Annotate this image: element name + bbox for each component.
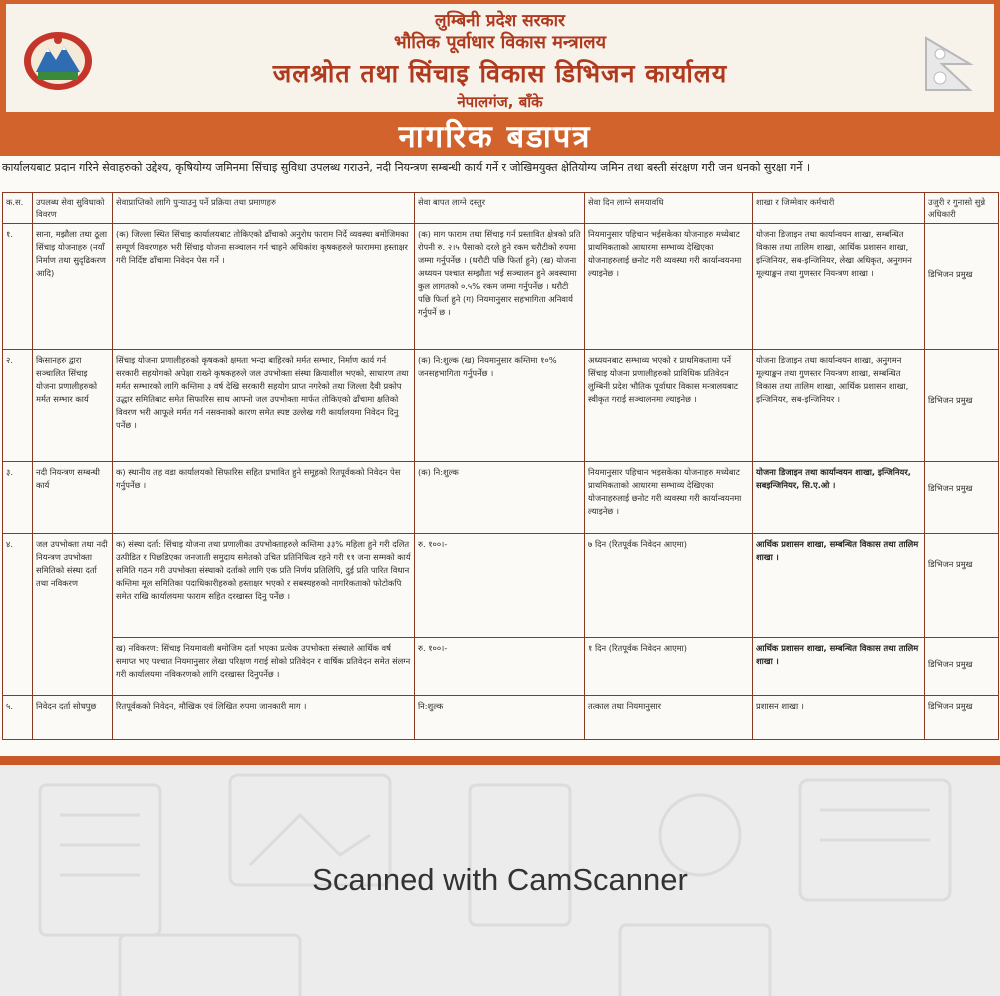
col-time: सेवा दिन लाग्ने समयावधि [585, 193, 753, 224]
row-complaint: डिभिजन प्रमुख [925, 462, 999, 534]
row-sub-complaint: डिभिजन प्रमुख [925, 638, 999, 696]
row-time: तत्काल तथा नियमानुसार [585, 696, 753, 740]
row-sub-fee: रु. १००।- [415, 638, 585, 696]
row-officer: प्रशासन शाखा । [753, 696, 925, 740]
col-process: सेवाप्राप्तिको लागि पुऱ्याउनु पर्ने प्रक्रिया तथा प्रमाणहरु [113, 193, 415, 224]
row-time: ७ दिन (रितपूर्वक निवेदन आएमा) [585, 534, 753, 638]
header-line-2: भौतिक पूर्वाधार विकास मन्त्रालय [393, 32, 607, 53]
intro-statement: कार्यालयबाट प्रदान गरिने सेवाहरुको उद्देश्य, कृषियोग्य जमिनमा सिंचाइ सुविधा उपलब्ध गराउने, नदी नियन्त्रण सम्बन्धी कार्य गर्ने र जोखिमयुक्त क्षेतियोग्य जमिन तथा बस्ती संरक्षण गरी जन धनको सुरक्षा गर्ने । [2, 161, 811, 174]
charter-sheet [0, 156, 1000, 756]
row-sn: ५. [3, 696, 33, 740]
row-sn: ४. [3, 534, 33, 696]
row-time: नियमानुसार पहिचान भइसकेका योजनाहरु मध्येबाट प्राथमिकताको आधारमा सम्भाव्य देखिएका योजनाहरुलाई छनोट गरी व्यवस्था गरी कार्यान्वयनमा ल्याइनेछ । [585, 462, 753, 534]
row-process: रितपूर्वकको निवेदन, मौखिक एवं लिखित रुपमा जानकारी माग । [113, 696, 415, 740]
table-row [3, 534, 999, 638]
row-complaint: डिभिजन प्रमुख [925, 350, 999, 462]
board-bottom-edge [0, 756, 1000, 765]
table-row [3, 696, 999, 740]
camscanner-watermark: Scanned with CamScanner [312, 862, 688, 897]
col-fee: सेवा बापत लाग्ने दस्तुर [415, 193, 585, 224]
row-service: जल उपभोक्ता तथा नदी नियन्त्रण उपभोक्ता समितिको संस्था दर्ता तथा नविकरण [33, 534, 113, 696]
row-officer: आर्थिक प्रशासन शाखा, सम्बन्धित विकास तथा तालिम शाखा । [753, 534, 925, 638]
row-officer: योजना डिजाइन तथा कार्यान्वयन शाखा, इन्जिनियर, सबइन्जिनियर, सि.ए.ओ । [753, 462, 925, 534]
row-time: नियमानुसार पहिचान भईसकेका योजनाहरु मध्येबाट प्राथमिकताको आधारमा सम्भाव्य देखिएका योजनाहरुलाई छनोट गरी व्यवस्था गरी कार्यान्वयनमा ल्याइनेछ । [585, 224, 753, 350]
row-service: नदी नियन्त्रण सम्बन्धी कार्य [33, 462, 113, 534]
row-sn: १. [3, 224, 33, 350]
row-fee: (क) माग फाराम तथा सिंचाइ गर्न प्रस्तावित क्षेत्रको प्रति रोपनी रु. २।५ पैसाको दरले हुने रकम धरौटीको रुपमा जम्मा गर्नुपर्नेछ । (धरौटी पछि फिर्ता हुने) (ख) योजना अध्ययन पश्चात सम्झौता भई सञ्चालन हुने अवस्थामा कुल लागतको ०.५% रकम जम्मा गर्नुपर्नेछ । धरौटी पछि फिर्ता हुने (ग) नियमानुसार सहभागिता अनिवार्य गर्नुपर्ने छ । [415, 224, 585, 350]
col-sn: क.स. [3, 193, 33, 224]
row-complaint: डिभिजन प्रमुख [925, 224, 999, 350]
row-process: सिंचाइ योजना प्रणालीहरुको कृषकको क्षमता भन्दा बाहिरको मर्मत सम्भार, निर्माण कार्य गर्न सरकारी सहयोगको अपेक्षा राख्ने कृषकहरुले जल उपभोक्ता संस्था क्रियाशील भएको, साधारण तथा मर्मत सम्भारको लागि कम्तिमा ३ वर्ष देखि सरकारी सहयोग प्राप्त नगरेको तथा जिल्ला दैवी प्रकोप उद्धार समितिबाट समेत सिफारिस साथ आफ्नो जल उपभोक्ता मार्फत तोकिएको ढाँचामा क्षतिको विवरण भरी आफूले मर्मत गर्न नसक्नाको कारण समेत स्पष्ट उल्लेख गरी कार्यालयमा निवेदन दिनु पर्नेछ । [113, 350, 415, 462]
col-officer: शाखा र जिम्मेवार कर्मचारी [753, 193, 925, 224]
table-row [3, 638, 999, 696]
row-sub-process: ख) नविकरण: सिंचाइ नियमावली बमोजिम दर्ता भएका प्रत्येक उपभोक्ता संस्थाले आर्थिक वर्ष समाप्त भए पश्चात नियमानुसार लेखा परिक्षण गराई सोको प्रतिवेदन र वार्षिक प्रतिवेदन समेत संलग्न गरी कार्यालयमा नविकरणको लागि दरखास्त दिनुपर्नेछ । [113, 638, 415, 696]
col-service: उपलब्ध सेवा सुविधाको विवरण [33, 193, 113, 224]
row-fee: (क) नि:शुल्क [415, 462, 585, 534]
table-header-row [3, 193, 999, 224]
citizen-charter-banner: नागरिक बडापत्र [398, 119, 592, 155]
row-sn: २. [3, 350, 33, 462]
header-location: नेपालगंज, बाँके [457, 93, 543, 111]
row-service: साना, मझौला तथा ठूला सिंचाइ योजनाहरु (नयाँ निर्माण तथा सुदृढिकरण आदि) [33, 224, 113, 350]
row-fee: रु. १००।- [415, 534, 585, 638]
row-officer: योजना डिजाइन तथा कार्यान्वयन शाखा, अनुगमन मूल्याङ्कन तथा गुणस्तर नियन्त्रण शाखा, सम्बन्धित विकास तथा तालिम शाखा, आर्थिक प्रशासन शाखा, इन्जिनियर, सब-इन्जिनियर । [753, 350, 925, 462]
row-sn: ३. [3, 462, 33, 534]
row-fee: (क) नि:शुल्क (ख) नियमानुसार कम्तिमा १०% जनसहभागिता गर्नुपर्नेछ । [415, 350, 585, 462]
row-fee: नि:शुल्क [415, 696, 585, 740]
row-service: निवेदन दर्ता सोधपुछ [33, 696, 113, 740]
row-time: अध्ययनबाट सम्भाव्य भएको र प्राथमिकतामा पर्ने सिंचाइ योजना प्रणालीहरुको प्राविधिक प्रतिवेदन लुम्बिनी प्रदेश भौतिक पूर्वाधार विकास मन्त्रालयबाट स्वीकृत गराई सञ्चालनमा ल्याइनेछ । [585, 350, 753, 462]
row-sub-officer: आर्थिक प्रशासन शाखा, सम्बन्धित विकास तथा तालिम शाखा । [753, 638, 925, 696]
row-officer: योजना डिजाइन तथा कार्यान्वयन शाखा, सम्बन्धित विकास तथा तालिम शाखा, आर्थिक प्रशासन शाखा, इन्जिनियर, सब-इन्जिनियर, लेखा अधिकृत, अनुगमन मूल्याङ्कन तथा गुणस्तर नियन्त्रण शाखा । [753, 224, 925, 350]
row-sub-time: १ दिन (रितपूर्वक निवेदन आएमा) [585, 638, 753, 696]
header-panel [6, 4, 994, 112]
row-complaint: डिभिजन प्रमुख [925, 534, 999, 638]
header-line-1: लुम्बिनी प्रदेश सरकार [435, 11, 565, 31]
row-process: (क) जिल्ला स्थित सिंचाइ कार्यालयबाट तोकिएको ढाँचाको अनुरोध फाराम निर्दे व्यवस्था बमोजिमका सम्पूर्ण विवरणहरु भरी सिंचाइ योजना सञ्चालन गर्न चाहने अधिकांश कृषकहरुले फाराममा हस्ताक्षर गरी निर्दिष्ट ढाँचामा निवेदन पेस गर्ने । [113, 224, 415, 350]
charter-table [2, 192, 999, 740]
table-row [3, 224, 999, 350]
table-row [3, 462, 999, 534]
row-process: क) संस्था दर्ता: सिंचाइ योजना तथा प्रणालीका उपभोक्ताहरुले कम्तिमा ३३% महिला हुने गरी दलित उत्पीडित र पिछडिएका जनजाती समुदाय समेतको उचित प्रतिनिधित्व रहने गरी ११ जना सम्मको कार्य समिति गठन गरी उपभोक्ता संस्थाको दर्ताको लागि एक प्रति निर्णय प्रतिलिपि, दुई प्रति पारित विधान कम्तिमा मूल समितिका पदाधिकारीहरुको हस्ताक्षर भएको र सबस्यहरुको नागरिकताको फोटोकपि समेत राखि कार्यालयमा फाराम सहित दरखास्त दिनु पर्नेछ । [113, 534, 415, 638]
row-complaint: डिभिजन प्रमुख [925, 696, 999, 740]
col-complaint: उजुरी र गुनासो सुन्ने अधिकारी [925, 193, 999, 224]
row-service: किसानहरु द्वारा सञ्चालित सिंचाइ योजना प्रणालीहरुको मर्मत सम्भार कार्य [33, 350, 113, 462]
header-office-title: जलश्रोत तथा सिंचाइ विकास डिभिजन कार्यालय [272, 59, 728, 88]
row-process: क) स्थानीय तह वडा कार्यालयको सिफारिस सहित प्रभावित हुने समूहको रितपूर्वकको निवेदन पेस गर्नुपर्नेछ । [113, 462, 415, 534]
nepal-flag-icon [920, 36, 976, 92]
table-row [3, 350, 999, 462]
